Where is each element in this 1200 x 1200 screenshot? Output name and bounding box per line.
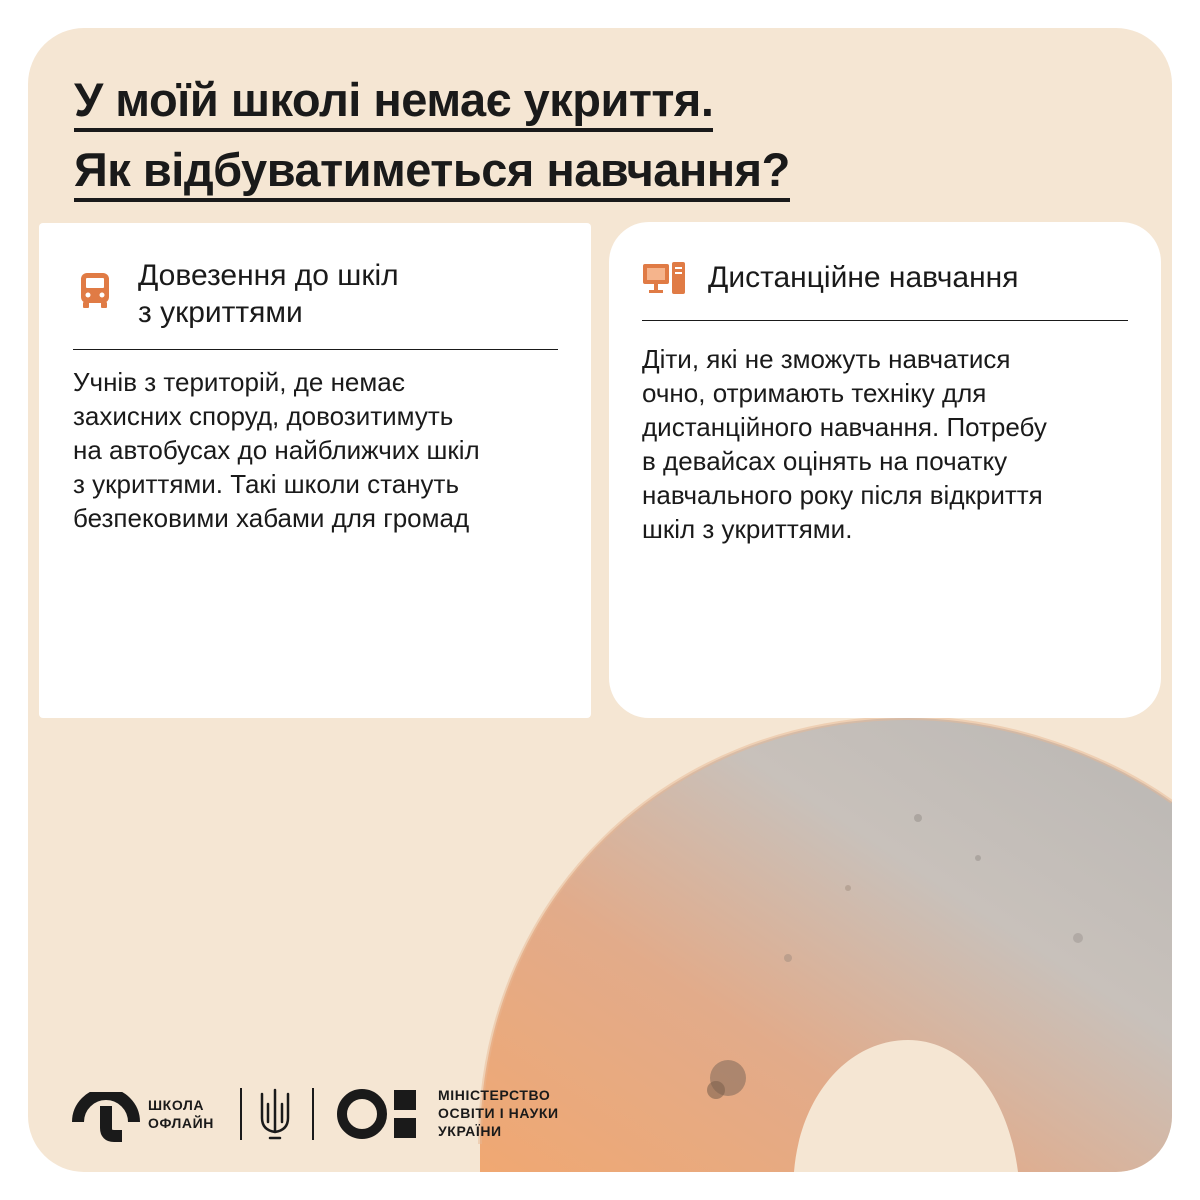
footer-separator: [312, 1088, 314, 1140]
card-transport-body-line: захисних споруд, довозитимуть: [73, 401, 454, 431]
card-transport-body-line: з укриттями. Такі школи стануть: [73, 469, 460, 499]
ministry-line-1: МІНІСТЕРСТВО: [438, 1087, 551, 1103]
card-transport: [39, 223, 591, 718]
card-transport-body-line: Учнів з територій, де немає: [73, 367, 405, 397]
card-distance-learning-title: Дистанційне навчання: [708, 261, 1019, 294]
card-transport-body: [73, 365, 480, 535]
card-transport-divider: [73, 349, 558, 350]
ministry-line-3: УКРАЇНИ: [438, 1123, 502, 1139]
background-panel: [28, 28, 1172, 1172]
shkola-oflain-logo-icon: [72, 1092, 142, 1142]
card-distance-learning-body-line: в девайсах оцінять на початку: [642, 446, 1008, 476]
card-transport-title-line-2: з укриттями: [138, 296, 303, 329]
shkola-oflain-line-1: ШКОЛА: [148, 1097, 205, 1113]
card-transport-body-line: на автобусах до найближчих шкіл: [73, 435, 480, 465]
ministry-line-2: ОСВІТИ І НАУКИ: [438, 1105, 559, 1121]
shkola-oflain-line-2: ОФЛАЙН: [148, 1115, 215, 1131]
footer-logos: [72, 1082, 632, 1146]
card-distance-learning-body: [642, 342, 1047, 546]
bus-icon: [79, 273, 111, 309]
card-distance-learning-body-line: дистанційного навчання. Потребу: [642, 412, 1047, 442]
card-transport-title: [138, 257, 399, 331]
ministry-logo-icon: [336, 1087, 426, 1141]
card-distance-learning-body-line: навчального року після відкриття: [642, 480, 1043, 510]
ministry-logo-text: [438, 1086, 559, 1140]
card-distance-learning-divider: [642, 320, 1128, 321]
card-transport-title-line-1: Довезення до шкіл: [138, 259, 399, 292]
headline: [74, 68, 974, 208]
card-distance-learning-body-line: Діти, які не зможуть навчатися: [642, 344, 1011, 374]
card-transport-body-line: безпековими хабами для громад: [73, 503, 470, 533]
trident-emblem-icon: [258, 1088, 292, 1140]
card-distance-learning-body-line: очно, отримають техніку для: [642, 378, 987, 408]
card-distance-learning: [609, 222, 1161, 718]
footer-separator: [240, 1088, 242, 1140]
shkola-oflain-logo-text: [148, 1096, 214, 1132]
headline-line-1: У моїй школі немає укриття.: [74, 74, 713, 132]
card-distance-learning-body-line: шкіл з укриттями.: [642, 514, 853, 544]
computer-icon: [643, 262, 685, 294]
headline-line-2: Як відбуватиметься навчання?: [74, 144, 790, 202]
